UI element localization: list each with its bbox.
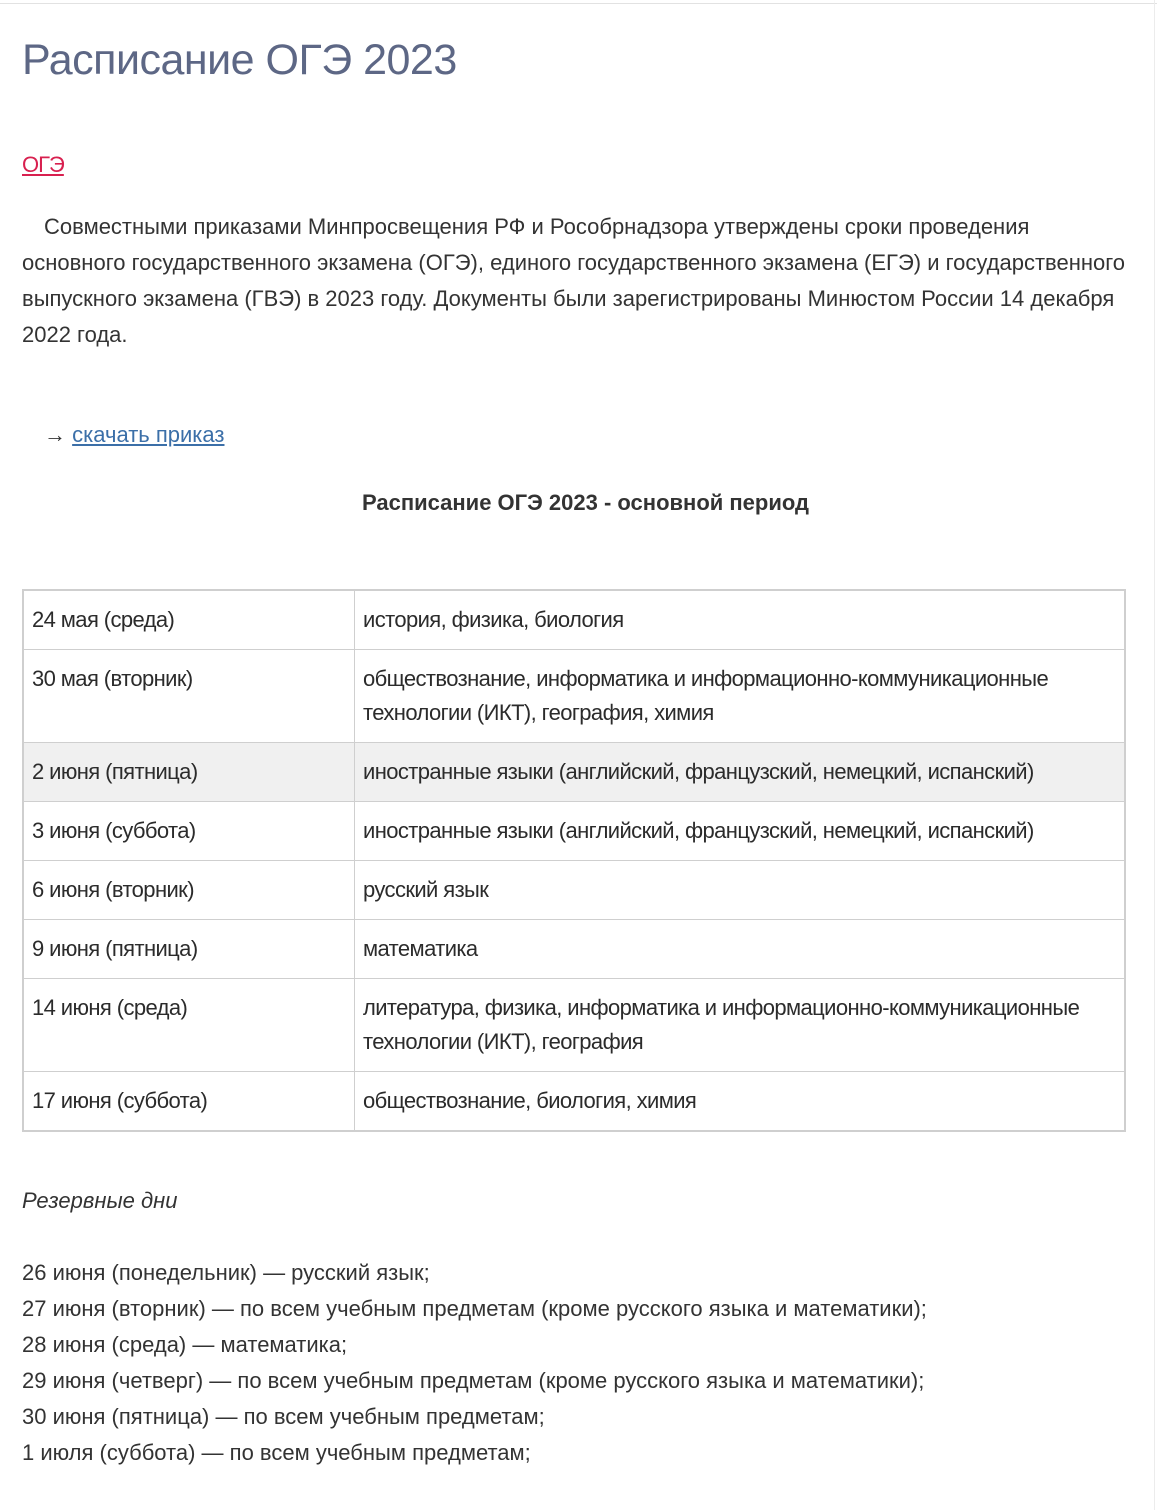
list-item: 26 июня (понедельник) — русский язык; xyxy=(22,1260,430,1285)
table-row xyxy=(23,590,1125,650)
schedule-table-title: Расписание ОГЭ 2023 - основной период xyxy=(361,490,809,515)
list-item: 28 июня (среда) — математика; xyxy=(22,1332,348,1357)
exam-subjects-cell: обществознание, информатика и информационно-коммуникационные технологии (ИКТ), география, химия xyxy=(355,650,1126,743)
download-line xyxy=(44,418,224,452)
exam-date-cell: 30 мая (вторник) xyxy=(23,650,355,743)
page-right-border xyxy=(1154,0,1155,1510)
exam-date-cell: 3 июня (суббота) xyxy=(23,802,355,861)
exam-subjects-cell: математика xyxy=(355,920,1126,979)
exam-date-cell: 24 мая (среда) xyxy=(23,590,355,650)
page-top-border xyxy=(0,0,1157,4)
table-row-highlighted xyxy=(23,743,1125,802)
list-item: 1 июля (суббота) — по всем учебным предметам; xyxy=(22,1440,531,1465)
reserve-days-list xyxy=(22,1255,927,1471)
list-item: 27 июня (вторник) — по всем учебным предметам (кроме русского языка и математики); xyxy=(22,1296,927,1321)
table-row xyxy=(23,920,1125,979)
exam-subjects-cell: обществознание, биология, химия xyxy=(355,1072,1126,1132)
table-row xyxy=(23,861,1125,920)
exam-date-cell: 2 июня (пятница) xyxy=(23,743,355,802)
arrow-right-icon: → xyxy=(44,422,66,447)
table-row xyxy=(23,650,1125,743)
exam-date-cell: 6 июня (вторник) xyxy=(23,861,355,920)
exam-subjects-cell: иностранные языки (английский, французский, немецкий, испанский) xyxy=(355,802,1126,861)
exam-subjects-cell: русский язык xyxy=(355,861,1126,920)
list-item: 29 июня (четверг) — по всем учебным предметам (кроме русского языка и математики); xyxy=(22,1368,925,1393)
exam-date-cell: 14 июня (среда) xyxy=(23,979,355,1072)
category-link-oge[interactable]: ОГЭ xyxy=(22,152,64,177)
intro-paragraph: Совместными приказами Минпросвещения РФ и Рособрнадзора утверждены сроки проведения основного государственного экзамена (ОГЭ), единого государственного экзамена (ЕГЭ) и государственного выпускного экзамена (ГВЭ) в 2023 году. Документы были зарегистрированы Минюстом России 14 декабря 2022 года. xyxy=(22,214,1126,347)
table-row xyxy=(23,1072,1125,1132)
download-order-link[interactable]: скачать приказ xyxy=(72,422,225,447)
reserve-days-title: Резервные дни xyxy=(22,1188,178,1213)
page-title: Расписание ОГЭ 2023 xyxy=(22,36,457,84)
list-item: 30 июня (пятница) — по всем учебным предметам; xyxy=(22,1404,545,1429)
table-row xyxy=(23,979,1125,1072)
exam-date-cell: 17 июня (суббота) xyxy=(23,1072,355,1132)
exam-subjects-cell: литература, физика, информатика и информационно-коммуникационные технологии (ИКТ), география xyxy=(355,979,1126,1072)
exam-subjects-cell: иностранные языки (английский, французский, немецкий, испанский) xyxy=(355,743,1126,802)
schedule-table xyxy=(22,589,1126,1132)
table-row xyxy=(23,802,1125,861)
exam-date-cell: 9 июня (пятница) xyxy=(23,920,355,979)
exam-subjects-cell: история, физика, биология xyxy=(355,590,1126,650)
